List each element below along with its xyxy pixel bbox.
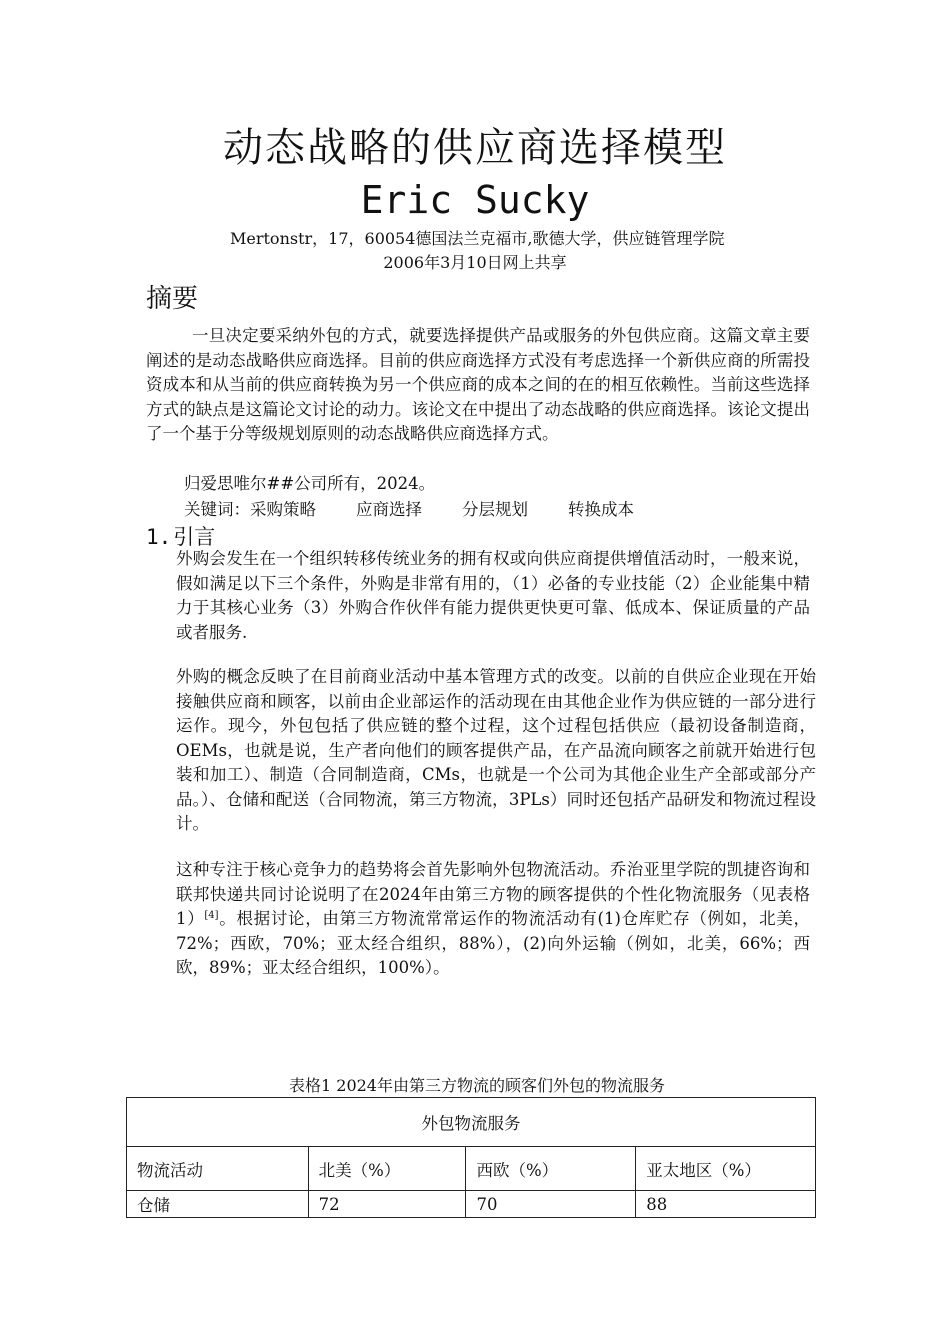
keywords-line xyxy=(184,498,674,522)
column-header: 北美（%） xyxy=(308,1147,466,1191)
section-title: 引言 xyxy=(173,525,216,549)
citation-reference: [4] xyxy=(204,910,219,921)
table-cell: 72 xyxy=(308,1191,466,1218)
logistics-table xyxy=(126,1097,816,1218)
table-header-row xyxy=(127,1147,816,1191)
table-cell: 70 xyxy=(466,1191,636,1218)
table-caption: 表格1 2024年由第三方物流的顾客们外包的物流服务 xyxy=(289,1076,665,1095)
paragraph-text: 这种专注于核心竞争力的趋势将会首先影响外包物流活动。乔治亚里学院的凯捷咨询和联邦快递共同讨论说明了在2024年由第三方物的顾客提供的个性化物流服务（见表格1） xyxy=(176,860,810,928)
table-group-header: 外包物流服务 xyxy=(127,1098,816,1147)
keywords-label: 关键词： xyxy=(184,500,250,519)
keyword-item: 应商选择 xyxy=(356,500,422,519)
column-header: 物流活动 xyxy=(127,1147,309,1191)
abstract-heading: 摘要 xyxy=(146,284,199,314)
author-name: Eric Sucky xyxy=(360,178,590,222)
paragraph-text: 。根据讨论，由第三方物流常常运作的物流活动有(1)仓库贮存（例如，北美，72%；西欧，70%；亚太经合组织，88%），(2)向外运输（例如，北美，66%；西欧，89%；亚太经合组织，100%）。 xyxy=(176,909,811,977)
table-cell: 仓储 xyxy=(127,1191,309,1218)
table-row xyxy=(127,1191,816,1218)
abstract-body: 一旦决定要采纳外包的方式，就要选择提供产品或服务的外包供应商。这篇文章主要阐述的是动态战略供应商选择。目前的供应商选择方式没有考虑选择一个新供应商的所需投资成本和从当前的供应商转换为另一个供应商的成本之间的在的相互依赖性。当前这些选择方式的缺点是这篇论文讨论的动力。该论文在中提出了动态战略的供应商选择。该论文提出了一个基于分等级规划原则的动态战略供应商选择方式。 xyxy=(146,326,810,443)
column-header: 亚太地区（%） xyxy=(636,1147,816,1191)
section-number: 1. xyxy=(146,525,172,549)
publication-date: 2006年3月10日网上共享 xyxy=(383,253,567,272)
paper-title: 动态战略的供应商选择模型 xyxy=(223,125,727,171)
keyword-item: 转换成本 xyxy=(568,500,634,519)
keyword-item: 分层规划 xyxy=(462,500,528,519)
table-cell: 88 xyxy=(636,1191,816,1218)
copyright-line: 归爱思唯尔##公司所有，2024。 xyxy=(184,474,436,493)
keyword-item: 采购策略 xyxy=(250,500,316,519)
author-affiliation: Mertonstr，17，60054德国法兰克福市,歌德大学，供应链管理学院 xyxy=(230,229,725,248)
intro-paragraph-2: 外购的概念反映了在目前商业活动中基本管理方式的改变。以前的自供应企业现在开始接触供应商和顾客，以前由企业部运作的活动现在由其他企业作为供应链的一部分进行运作。现今，外包包括了供应链的整个过程，这个过程包括供应（最初设备制造商，OEMs，也就是说，生产者向他们的顾客提供产品，在产品流向顾客之前就开始进行包装和加工）、制造（合同制造商，CMs，也就是一个公司为其他企业生产全部或部分产品。）、仓储和配送（合同物流，第三方物流，3PLs）同时还包括产品研发和物流过程设计。 xyxy=(176,667,816,833)
column-header: 西欧（%） xyxy=(466,1147,636,1191)
intro-paragraph-3 xyxy=(176,858,810,981)
intro-paragraph-1: 外购会发生在一个组织转移传统业务的拥有权或向供应商提供增值活动时，一般来说，假如满足以下三个条件，外购是非常有用的，（1）必备的专业技能（2）企业能集中精力于其核心业务（3）外购合作伙伴有能力提供更快更可靠、低成本、保证质量的产品或者服务. xyxy=(176,549,810,642)
